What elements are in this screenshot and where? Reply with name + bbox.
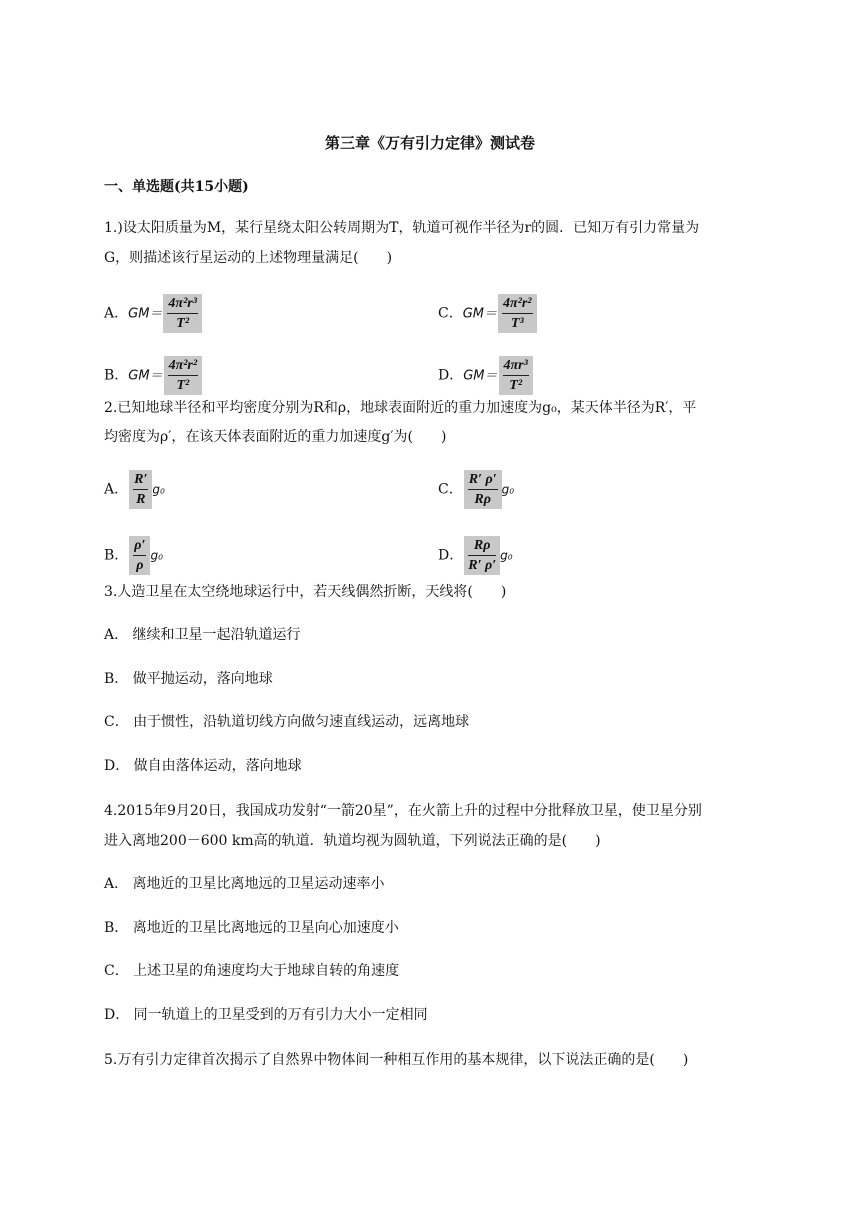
formula-fraction: [163, 294, 202, 333]
question-3-option-a: A． 继续和卫星一起沿轨道运行: [104, 627, 301, 643]
formula-lhs: GM＝: [128, 368, 163, 384]
fraction-denominator: R: [136, 492, 146, 507]
question-1-option-c: [438, 294, 537, 333]
fraction-numerator: 4π²r²: [168, 357, 199, 376]
question-3-option-b: B． 做平抛运动，落向地球: [104, 671, 273, 687]
fraction-denominator: T²: [176, 378, 190, 393]
fraction-numerator: R′: [133, 471, 148, 490]
formula-fraction: [129, 536, 150, 575]
question-3-option-d: D． 做自由落体运动，落向地球: [104, 758, 302, 774]
fraction-numerator: R′ ρ′: [468, 471, 498, 490]
formula-lhs: GM＝: [128, 306, 163, 322]
fraction-denominator: T³: [510, 316, 524, 331]
formula-fraction: [129, 470, 152, 509]
question-1-option-d: [438, 356, 533, 395]
question-1-line-1: 1.)设太阳质量为M，某行星绕太阳公转周期为T，轨道可视作半径为r的圆．已知万有引力常量为: [104, 220, 700, 236]
formula-fraction: [499, 356, 533, 395]
question-3-option-c: C． 由于惯性，沿轨道切线方向做匀速直线运动，远离地球: [104, 714, 470, 730]
formula-fraction: [498, 294, 537, 333]
option-label: D．: [438, 547, 464, 564]
formula-fraction: [464, 470, 502, 509]
option-label: A．: [104, 481, 129, 498]
g0-symbol: g₀: [150, 548, 163, 563]
page-title: 第三章《万有引力定律》测试卷: [324, 134, 535, 152]
fraction-numerator: ρ′: [133, 537, 146, 556]
question-3-stem: 3.人造卫星在太空绕地球运行中，若天线偶然折断，天线将( ): [104, 584, 507, 600]
question-4-option-c: C． 上述卫星的角速度均大于地球自转的角速度: [104, 963, 400, 979]
question-1-option-b: [104, 356, 202, 395]
question-2-line-2: 均密度为ρ′，在该天体表面附近的重力加速度g′为( ): [104, 429, 447, 445]
option-label: C．: [438, 481, 463, 498]
fraction-denominator: Rρ: [474, 492, 491, 507]
formula-lhs: GM＝: [463, 368, 498, 384]
question-4-option-b: B． 离地近的卫星比离地远的卫星向心加速度小: [104, 920, 399, 936]
question-5-stem: 5.万有引力定律首次揭示了自然界中物体间一种相互作用的基本规律，以下说法正确的是( ): [104, 1052, 689, 1068]
fraction-numerator: 4π²r³: [167, 295, 198, 314]
g0-symbol: g₀: [501, 482, 515, 497]
fraction-denominator: T²: [509, 378, 523, 393]
fraction-numerator: Rρ: [468, 537, 496, 556]
option-label: B．: [104, 367, 129, 384]
g0-symbol: g₀: [152, 482, 165, 497]
fraction-denominator: T²: [176, 316, 190, 331]
question-2-option-a: [104, 470, 165, 509]
option-label: C．: [438, 305, 463, 322]
formula-fraction: [464, 536, 500, 575]
option-label: A．: [104, 305, 129, 322]
formula-fraction: [164, 356, 203, 395]
question-2-line-1: 2.已知地球半径和平均密度分别为R和ρ，地球表面附近的重力加速度为g₀，某天体半径为R′，平: [104, 400, 697, 416]
question-4-line-1: 4.2015年9月20日，我国成功发射“一箭20星”，在火箭上升的过程中分批释放卫星，使卫星分别: [104, 803, 702, 819]
fraction-numerator: 4πr³: [503, 357, 529, 376]
question-2-option-c: [438, 470, 514, 509]
question-1-option-a: [104, 294, 202, 333]
formula-lhs: GM＝: [462, 306, 498, 322]
option-label: D．: [438, 367, 464, 384]
question-4-option-d: D． 同一轨道上的卫星受到的万有引力大小一定相同: [104, 1007, 428, 1023]
option-label: B．: [104, 547, 129, 564]
question-4-option-a: A． 离地近的卫星比离地远的卫星运动速率小: [104, 876, 385, 892]
g0-symbol: g₀: [500, 548, 513, 563]
fraction-denominator: R′ ρ′: [468, 558, 497, 573]
fraction-numerator: 4π²r²: [502, 295, 533, 314]
section-heading: 一、单选题(共15小题): [104, 179, 249, 195]
question-2-option-b: [104, 536, 163, 575]
question-1-line-2: G，则描述该行星运动的上述物理量满足( ): [104, 250, 393, 266]
question-4-line-2: 进入离地200－600 km高的轨道．轨道均视为圆轨道，下列说法正确的是( ): [104, 833, 601, 849]
fraction-denominator: ρ: [136, 558, 144, 573]
question-2-option-d: [438, 536, 513, 575]
